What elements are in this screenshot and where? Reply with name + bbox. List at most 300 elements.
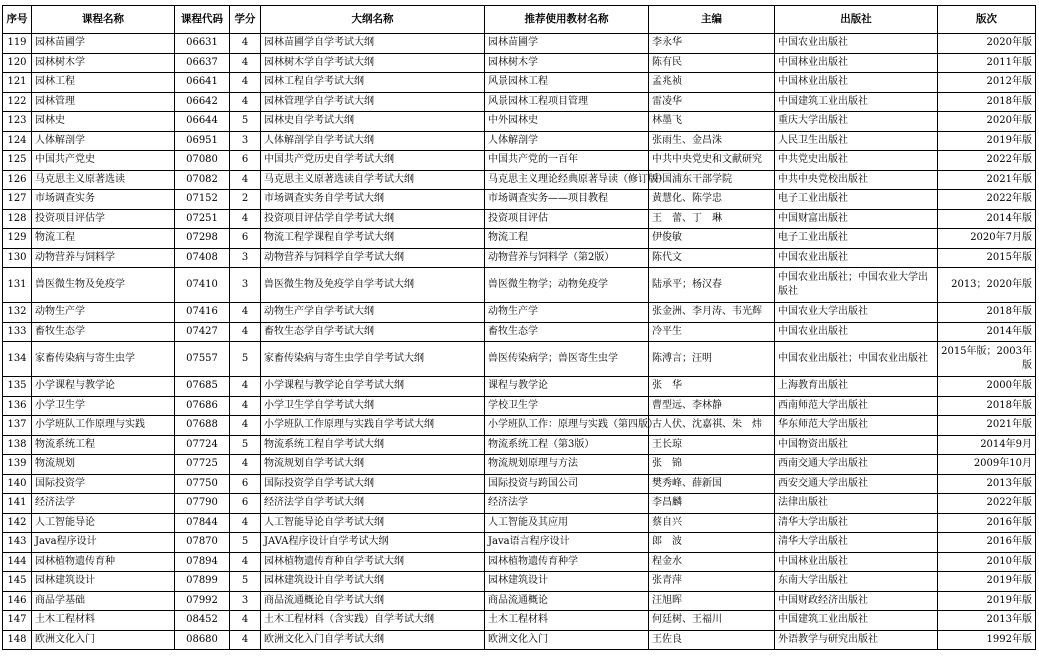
row-no-cell: 128 [3,209,32,229]
credit-cell: 5 [230,533,261,553]
course-code-cell: 07080 [175,151,230,171]
textbook-name-cell: 动物生产学 [485,303,649,323]
table-row [3,268,1036,303]
credit-cell: 4 [230,552,261,572]
row-no-cell: 139 [3,455,32,475]
course-code-cell: 07251 [175,209,230,229]
credit-cell: 4 [230,34,261,54]
editor-cell: 李永华 [649,34,775,54]
outline-name-cell: 国际投资学自学考试大纲 [261,474,485,494]
table-row [3,53,1036,73]
textbook-name-cell: 投资项目评估 [485,209,649,229]
editor-cell: 冷平生 [649,322,775,342]
course-code-cell: 07724 [175,435,230,455]
textbook-name-cell: 市场调查实务——项目教程 [485,190,649,210]
course-name-cell: 小学卫生学 [32,396,175,416]
course-name-cell: 市场调查实务 [32,190,175,210]
course-name-cell: 小学课程与教学论 [32,377,175,397]
outline-name-cell: 物流工程学课程自学考试大纲 [261,229,485,249]
edition-cell: 2015年版 [938,248,1036,268]
course-name-cell: 园林建筑设计 [32,572,175,592]
table-row [3,630,1036,650]
outline-name-cell: 园林植物遗传育种自学考试大纲 [261,552,485,572]
course-name-cell: 国际投资学 [32,474,175,494]
editor-cell: 樊秀峰、薛新国 [649,474,775,494]
table-row [3,474,1036,494]
course-name-cell: 商品学基础 [32,591,175,611]
editor-cell: 张 华 [649,377,775,397]
edition-cell: 2016年版 [938,533,1036,553]
header-publisher: 出版社 [775,6,938,34]
edition-cell: 2014年版 [938,322,1036,342]
course-code-cell: 07427 [175,322,230,342]
course-name-cell: 物流规划 [32,455,175,475]
row-no-cell: 119 [3,34,32,54]
course-name-cell: 园林管理 [32,92,175,112]
course-code-cell: 07750 [175,474,230,494]
course-table [2,5,1036,650]
edition-cell: 2022年版 [938,190,1036,210]
course-code-cell: 06951 [175,131,230,151]
editor-cell: 张雨生、金昌洙 [649,131,775,151]
outline-name-cell: 投资项目评估学自学考试大纲 [261,209,485,229]
publisher-cell: 中国农业大学出版社 [775,303,938,323]
edition-cell: 2018年版 [938,92,1036,112]
course-name-cell: 欧洲文化入门 [32,630,175,650]
edition-cell: 2022年版 [938,494,1036,514]
textbook-name-cell: 风景园林工程 [485,73,649,93]
course-code-cell: 08452 [175,611,230,631]
publisher-cell: 中国林业出版社 [775,552,938,572]
course-code-cell: 06631 [175,34,230,54]
table-row [3,591,1036,611]
edition-cell: 2014年9月 [938,435,1036,455]
edition-cell: 2020年7月版 [938,229,1036,249]
row-no-cell: 131 [3,268,32,303]
credit-cell: 5 [230,572,261,592]
table-row [3,342,1036,377]
publisher-cell: 中国财富出版社 [775,209,938,229]
publisher-cell: 中国建筑工业出版社 [775,92,938,112]
row-no-cell: 127 [3,190,32,210]
outline-name-cell: 园林苗圃学自学考试大纲 [261,34,485,54]
edition-cell: 2018年版 [938,396,1036,416]
publisher-cell: 中国林业出版社 [775,53,938,73]
credit-cell: 6 [230,494,261,514]
row-no-cell: 147 [3,611,32,631]
row-no-cell: 132 [3,303,32,323]
edition-cell: 2013年版 [938,474,1036,494]
edition-cell: 1992年版 [938,630,1036,650]
editor-cell: 蔡自兴 [649,513,775,533]
credit-cell: 5 [230,342,261,377]
course-name-cell: 物流工程 [32,229,175,249]
course-name-cell: 园林工程 [32,73,175,93]
edition-cell: 2019年版 [938,572,1036,592]
outline-name-cell: 家畜传染病与寄生虫学自学考试大纲 [261,342,485,377]
course-name-cell: 投资项目评估学 [32,209,175,229]
row-no-cell: 123 [3,112,32,132]
table-body [3,34,1036,650]
row-no-cell: 141 [3,494,32,514]
table-row [3,73,1036,93]
editor-cell: 林墨飞 [649,112,775,132]
outline-name-cell: 商品流通概论自学考试大纲 [261,591,485,611]
course-name-cell: 人工智能导论 [32,513,175,533]
row-no-cell: 126 [3,170,32,190]
textbook-name-cell: 国际投资与跨国公司 [485,474,649,494]
table-row [3,416,1036,436]
course-name-cell: 畜牧生态学 [32,322,175,342]
publisher-cell: 人民卫生出版社 [775,131,938,151]
editor-cell: 陈代文 [649,248,775,268]
header-edition: 版次 [938,6,1036,34]
publisher-cell: 重庆大学出版社 [775,112,938,132]
outline-name-cell: 经济法学自学考试大纲 [261,494,485,514]
row-no-cell: 140 [3,474,32,494]
header-editor: 主编 [649,6,775,34]
editor-cell: 张金洲、李月涛、韦光辉 [649,303,775,323]
textbook-name-cell: 兽医微生物学；动物免疫学 [485,268,649,303]
outline-name-cell: 动物营养与饲料学自学考试大纲 [261,248,485,268]
course-code-cell: 07894 [175,552,230,572]
publisher-cell: 中国建筑工业出版社 [775,611,938,631]
table-row [3,112,1036,132]
editor-cell: 中国浦东干部学院 [649,170,775,190]
credit-cell: 4 [230,170,261,190]
course-code-cell: 07790 [175,494,230,514]
textbook-name-cell: 兽医传染病学；兽医寄生虫学 [485,342,649,377]
publisher-cell: 中国物资出版社 [775,435,938,455]
outline-name-cell: 土木工程材料（含实践）自学考试大纲 [261,611,485,631]
outline-name-cell: 园林史自学考试大纲 [261,112,485,132]
table-row [3,572,1036,592]
edition-cell: 2000年版 [938,377,1036,397]
course-name-cell: 人体解剖学 [32,131,175,151]
table-row [3,131,1036,151]
course-name-cell: 中国共产党史 [32,151,175,171]
row-no-cell: 148 [3,630,32,650]
table-row [3,151,1036,171]
row-no-cell: 135 [3,377,32,397]
header-outline: 大纲名称 [261,6,485,34]
row-no-cell: 125 [3,151,32,171]
course-name-cell: 马克思主义原著选读 [32,170,175,190]
outline-name-cell: 欧洲文化入门自学考试大纲 [261,630,485,650]
outline-name-cell: 马克思主义原著选读自学考试大纲 [261,170,485,190]
edition-cell: 2009年10月 [938,455,1036,475]
row-no-cell: 145 [3,572,32,592]
course-code-cell: 07899 [175,572,230,592]
course-code-cell: 07410 [175,268,230,303]
credit-cell: 6 [230,474,261,494]
textbook-name-cell: 人工智能及其应用 [485,513,649,533]
publisher-cell: 西安交通大学出版社 [775,474,938,494]
course-name-cell: 兽医微生物及免疫学 [32,268,175,303]
credit-cell: 4 [230,53,261,73]
editor-cell: 王 蕾、丁 琳 [649,209,775,229]
table-row [3,552,1036,572]
course-code-cell: 06641 [175,73,230,93]
course-code-cell: 07688 [175,416,230,436]
credit-cell: 3 [230,591,261,611]
course-name-cell: 园林植物遗传育种 [32,552,175,572]
editor-cell: 雷凌华 [649,92,775,112]
textbook-name-cell: 物流工程 [485,229,649,249]
publisher-cell: 清华大学出版社 [775,513,938,533]
credit-cell: 6 [230,151,261,171]
row-no-cell: 133 [3,322,32,342]
table-row [3,513,1036,533]
editor-cell: 黄慧化、陈学忠 [649,190,775,210]
course-code-cell: 07725 [175,455,230,475]
course-code-cell: 07685 [175,377,230,397]
header-row [3,6,1036,34]
credit-cell: 4 [230,630,261,650]
publisher-cell: 华东师范大学出版社 [775,416,938,436]
editor-cell: 汪旭晖 [649,591,775,611]
textbook-name-cell: 风景园林工程项目管理 [485,92,649,112]
credit-cell: 4 [230,322,261,342]
credit-cell: 5 [230,435,261,455]
table-row [3,435,1036,455]
textbook-name-cell: 中外园林史 [485,112,649,132]
outline-name-cell: 兽医微生物及免疫学自学考试大纲 [261,268,485,303]
outline-name-cell: 小学卫生学自学考试大纲 [261,396,485,416]
table-row [3,303,1036,323]
editor-cell: 郎 波 [649,533,775,553]
textbook-name-cell: 园林苗圃学 [485,34,649,54]
publisher-cell: 西南交通大学出版社 [775,455,938,475]
header-no: 序号 [3,6,32,34]
publisher-cell: 电子工业出版社 [775,190,938,210]
edition-cell: 2012年版 [938,73,1036,93]
course-name-cell: 园林苗圃学 [32,34,175,54]
textbook-name-cell: 物流规划原理与方法 [485,455,649,475]
edition-cell: 2020年版 [938,34,1036,54]
credit-cell: 5 [230,112,261,132]
table-row [3,455,1036,475]
publisher-cell: 中国农业出版社 [775,322,938,342]
outline-name-cell: 市场调查实务自学考试大纲 [261,190,485,210]
course-code-cell: 07870 [175,533,230,553]
credit-cell: 2 [230,190,261,210]
edition-cell: 2018年版 [938,303,1036,323]
row-no-cell: 134 [3,342,32,377]
table-row [3,229,1036,249]
credit-cell: 3 [230,131,261,151]
row-no-cell: 129 [3,229,32,249]
textbook-name-cell: 经济法学 [485,494,649,514]
textbook-name-cell: 物流系统工程（第3版） [485,435,649,455]
row-no-cell: 143 [3,533,32,553]
course-code-cell: 06642 [175,92,230,112]
outline-name-cell: 园林管理学自学考试大纲 [261,92,485,112]
outline-name-cell: 园林工程自学考试大纲 [261,73,485,93]
credit-cell: 6 [230,229,261,249]
publisher-cell: 东南大学出版社 [775,572,938,592]
textbook-name-cell: 园林植物遗传育种学 [485,552,649,572]
outline-name-cell: 动物生产学自学考试大纲 [261,303,485,323]
credit-cell: 4 [230,92,261,112]
edition-cell: 2021年版 [938,416,1036,436]
course-name-cell: 经济法学 [32,494,175,514]
outline-name-cell: 人工智能导论自学考试大纲 [261,513,485,533]
outline-name-cell: 园林树木学自学考试大纲 [261,53,485,73]
outline-name-cell: 中国共产党历史自学考试大纲 [261,151,485,171]
editor-cell: 古人伏、沈嘉祺、朱 炜 [649,416,775,436]
table-row [3,190,1036,210]
credit-cell: 4 [230,303,261,323]
edition-cell: 2015年版；2003年版 [938,342,1036,377]
editor-cell: 陆承平；杨汉春 [649,268,775,303]
course-code-cell: 08680 [175,630,230,650]
course-code-cell: 07992 [175,591,230,611]
outline-name-cell: 小学班队工作原理与实践自学考试大纲 [261,416,485,436]
publisher-cell: 上海教育出版社 [775,377,938,397]
course-name-cell: 物流系统工程 [32,435,175,455]
edition-cell: 2013；2020年版 [938,268,1036,303]
table-row [3,248,1036,268]
textbook-name-cell: 园林树木学 [485,53,649,73]
textbook-name-cell: 欧洲文化入门 [485,630,649,650]
editor-cell: 曹型远、李林静 [649,396,775,416]
edition-cell: 2016年版 [938,513,1036,533]
textbook-name-cell: 土木工程材料 [485,611,649,631]
textbook-name-cell: 马克思主义理论经典原著导读（修订版） [485,170,649,190]
editor-cell: 伊俊敏 [649,229,775,249]
credit-cell: 4 [230,396,261,416]
header-credit: 学分 [230,6,261,34]
row-no-cell: 137 [3,416,32,436]
course-name-cell: 家畜传染病与寄生虫学 [32,342,175,377]
row-no-cell: 124 [3,131,32,151]
edition-cell: 2019年版 [938,131,1036,151]
table-row [3,396,1036,416]
publisher-cell: 中共中央党校出版社 [775,170,938,190]
textbook-name-cell: 人体解剖学 [485,131,649,151]
course-name-cell: 动物营养与饲料学 [32,248,175,268]
edition-cell: 2010年版 [938,552,1036,572]
table-row [3,611,1036,631]
course-code-cell: 07082 [175,170,230,190]
textbook-name-cell: 畜牧生态学 [485,322,649,342]
editor-cell: 张 锦 [649,455,775,475]
textbook-name-cell: 中国共产党的一百年 [485,151,649,171]
edition-cell: 2019年版 [938,591,1036,611]
textbook-name-cell: 学校卫生学 [485,396,649,416]
course-name-cell: 动物生产学 [32,303,175,323]
publisher-cell: 西南师范大学出版社 [775,396,938,416]
publisher-cell: 中国农业出版社 [775,248,938,268]
outline-name-cell: 园林建筑设计自学考试大纲 [261,572,485,592]
course-code-cell: 07557 [175,342,230,377]
credit-cell: 4 [230,209,261,229]
publisher-cell: 法律出版社 [775,494,938,514]
course-code-cell: 07844 [175,513,230,533]
course-name-cell: 园林树木学 [32,53,175,73]
course-name-cell: 园林史 [32,112,175,132]
publisher-cell: 外语教学与研究出版社 [775,630,938,650]
outline-name-cell: 物流规划自学考试大纲 [261,455,485,475]
outline-name-cell: 物流系统工程自学考试大纲 [261,435,485,455]
header-course-name: 课程名称 [32,6,175,34]
row-no-cell: 122 [3,92,32,112]
textbook-name-cell: 小学班队工作：原理与实践（第四版） [485,416,649,436]
credit-cell: 4 [230,73,261,93]
edition-cell: 2022年版 [938,151,1036,171]
edition-cell: 2013年版 [938,611,1036,631]
edition-cell: 2014年版 [938,209,1036,229]
course-name-cell: Java程序设计 [32,533,175,553]
outline-name-cell: JAVA程序设计自学考试大纲 [261,533,485,553]
editor-cell: 何廷树、王福川 [649,611,775,631]
course-code-cell: 07152 [175,190,230,210]
course-code-cell: 06637 [175,53,230,73]
table-row [3,209,1036,229]
publisher-cell: 中国农业出版社；中国农业大学出版社 [775,268,938,303]
outline-name-cell: 人体解剖学自学考试大纲 [261,131,485,151]
course-code-cell: 07416 [175,303,230,323]
publisher-cell: 清华大学出版社 [775,533,938,553]
textbook-name-cell: 商品流通概论 [485,591,649,611]
course-name-cell: 土木工程材料 [32,611,175,631]
row-no-cell: 130 [3,248,32,268]
credit-cell: 4 [230,416,261,436]
row-no-cell: 121 [3,73,32,93]
textbook-name-cell: Java语言程序设计 [485,533,649,553]
credit-cell: 4 [230,455,261,475]
table-row [3,377,1036,397]
row-no-cell: 136 [3,396,32,416]
edition-cell: 2020年版 [938,112,1036,132]
editor-cell: 中共中央党史和文献研究 [649,151,775,171]
credit-cell: 3 [230,248,261,268]
table-row [3,494,1036,514]
publisher-cell: 中国财政经济出版社 [775,591,938,611]
row-no-cell: 120 [3,53,32,73]
course-name-cell: 小学班队工作原理与实践 [32,416,175,436]
course-code-cell: 07686 [175,396,230,416]
editor-cell: 陈有民 [649,53,775,73]
editor-cell: 王佐良 [649,630,775,650]
editor-cell: 张青萍 [649,572,775,592]
course-code-cell: 06644 [175,112,230,132]
publisher-cell: 中共党史出版社 [775,151,938,171]
credit-cell: 4 [230,611,261,631]
edition-cell: 2021年版 [938,170,1036,190]
table-row [3,533,1036,553]
table-row [3,322,1036,342]
table-row [3,92,1036,112]
editor-cell: 程金水 [649,552,775,572]
row-no-cell: 138 [3,435,32,455]
header-textbook: 推荐使用教材名称 [485,6,649,34]
textbook-name-cell: 园林建筑设计 [485,572,649,592]
credit-cell: 4 [230,513,261,533]
table-row [3,34,1036,54]
row-no-cell: 146 [3,591,32,611]
editor-cell: 孟兆祯 [649,73,775,93]
publisher-cell: 中国农业出版社；中国农业出版社 [775,342,938,377]
course-code-cell: 07298 [175,229,230,249]
textbook-name-cell: 动物营养与饲料学（第2版） [485,248,649,268]
edition-cell: 2011年版 [938,53,1036,73]
publisher-cell: 中国林业出版社 [775,73,938,93]
editor-cell: 李昌麟 [649,494,775,514]
outline-name-cell: 小学课程与教学论自学考试大纲 [261,377,485,397]
header-course-code: 课程代码 [175,6,230,34]
